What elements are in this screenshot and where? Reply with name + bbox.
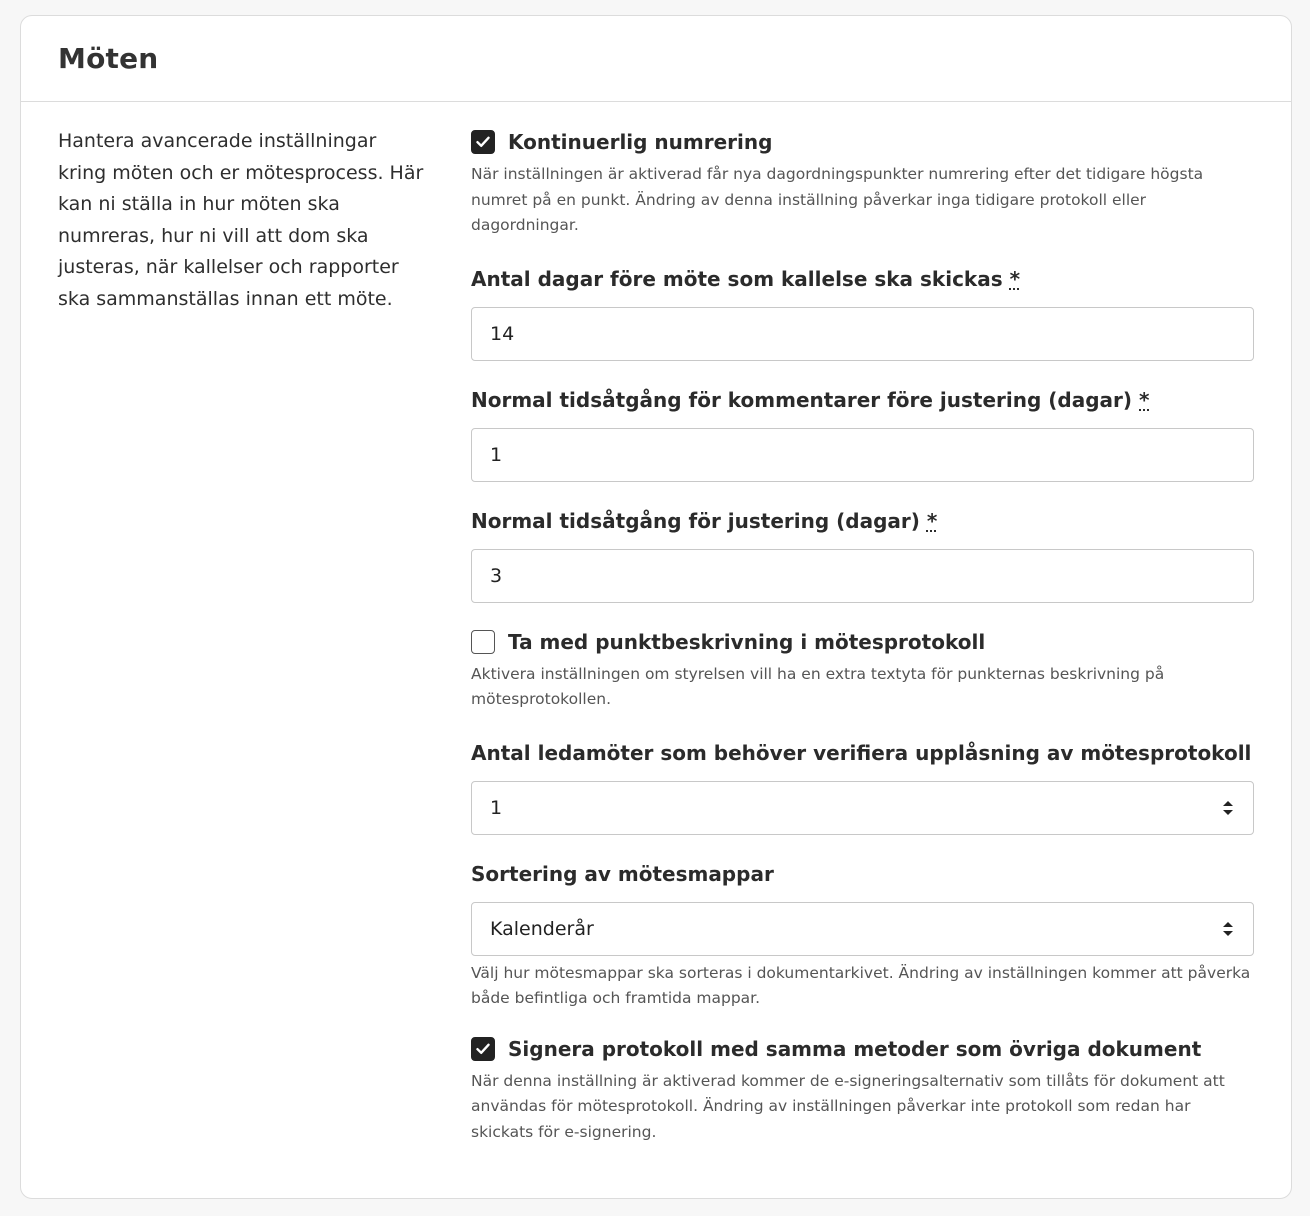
- adjust-days-field: [471, 507, 1254, 603]
- folder-sorting-field: [471, 860, 1254, 1012]
- settings-form: [471, 126, 1254, 1145]
- folder-sorting-help: Välj hur mötesmappar ska sorteras i dokumentarkivet. Ändring av inställningen kommer att påverka både befintliga och framtida mappar.: [471, 963, 1251, 1007]
- unlock-members-label: Antal ledamöter som behöver verifiera upplåsning av mötesprotokoll: [471, 740, 1252, 765]
- intro-text: Hantera avancerade inställningar kring möten och er mötesprocess. Här kan ni ställa in hur möten ska numreras, hur ni vill att dom ska justeras, när kallelser och rapporter ska sammanställas innan ett möte.: [58, 130, 424, 310]
- card-header: [21, 16, 1291, 102]
- sign-same-methods-checkbox[interactable]: [471, 1037, 495, 1061]
- sign-same-methods-help: När denna inställning är aktiverad kommer de e-signeringsalternativ som tillåts för dokument att användas för mötesprotokoll. Ändring av inställningen påverkar inte protokoll som redan har skickats för e-signering.: [471, 1071, 1225, 1141]
- comment-days-input[interactable]: [471, 428, 1254, 482]
- notice-days-field: [471, 265, 1254, 361]
- notice-days-input[interactable]: [471, 307, 1254, 361]
- continuous-numbering-label[interactable]: Kontinuerlig numrering: [508, 130, 773, 154]
- comment-days-value: 1: [490, 443, 503, 466]
- select-arrows-icon: [1221, 799, 1235, 817]
- sign-same-methods-row[interactable]: [471, 1033, 1254, 1065]
- continuous-numbering-help: När inställningen är aktiverad får nya dagordningspunkter numrering efter det tidigare högsta numret på en punkt. Ändring av denna inställning påverkar inga tidigare protokoll eller dagordningar.: [471, 165, 1204, 234]
- required-mark: *: [1009, 266, 1021, 291]
- continuous-numbering-row[interactable]: [471, 126, 1254, 158]
- comment-days-label: [471, 388, 1149, 412]
- required-mark: *: [926, 508, 938, 533]
- continuous-numbering-checkbox[interactable]: [471, 130, 495, 154]
- notice-days-value: 14: [490, 322, 515, 345]
- sign-same-methods-label[interactable]: Signera protokoll med samma metoder som övriga dokument: [508, 1036, 1202, 1061]
- page-title: Möten: [58, 42, 159, 75]
- required-mark: *: [1139, 387, 1150, 412]
- adjust-days-input[interactable]: [471, 549, 1254, 603]
- include-description-checkbox[interactable]: [471, 630, 495, 654]
- folder-sorting-label: Sortering av mötesmappar: [471, 861, 774, 886]
- unlock-members-field: [471, 739, 1254, 835]
- notice-days-label: [471, 267, 1020, 291]
- checkmark-icon: [476, 136, 490, 148]
- checkmark-icon: [476, 1043, 490, 1055]
- unlock-members-value: 1: [490, 796, 503, 819]
- unlock-members-select[interactable]: [471, 781, 1254, 835]
- notice-days-label-text: Antal dagar före möte som kallelse ska skickas: [471, 266, 1003, 291]
- adjust-days-label: [471, 509, 937, 533]
- folder-sorting-value: Kalenderår: [490, 917, 594, 940]
- comment-days-field: [471, 386, 1254, 482]
- include-description-label[interactable]: Ta med punktbeskrivning i mötesprotokoll: [508, 629, 986, 654]
- include-description-row[interactable]: [471, 626, 1254, 658]
- select-arrows-icon: [1221, 920, 1235, 938]
- comment-days-label-text: Normal tidsåtgång för kommentarer före justering (dagar): [471, 387, 1133, 412]
- adjust-days-value: 3: [490, 564, 503, 587]
- adjust-days-label-text: Normal tidsåtgång för justering (dagar): [471, 508, 920, 533]
- include-description-help: Aktivera inställningen om styrelsen vill ha en extra textyta för punkternas beskrivning på mötesprotokollen.: [471, 664, 1165, 708]
- meetings-settings-card: [20, 15, 1292, 1199]
- folder-sorting-select[interactable]: [471, 902, 1254, 956]
